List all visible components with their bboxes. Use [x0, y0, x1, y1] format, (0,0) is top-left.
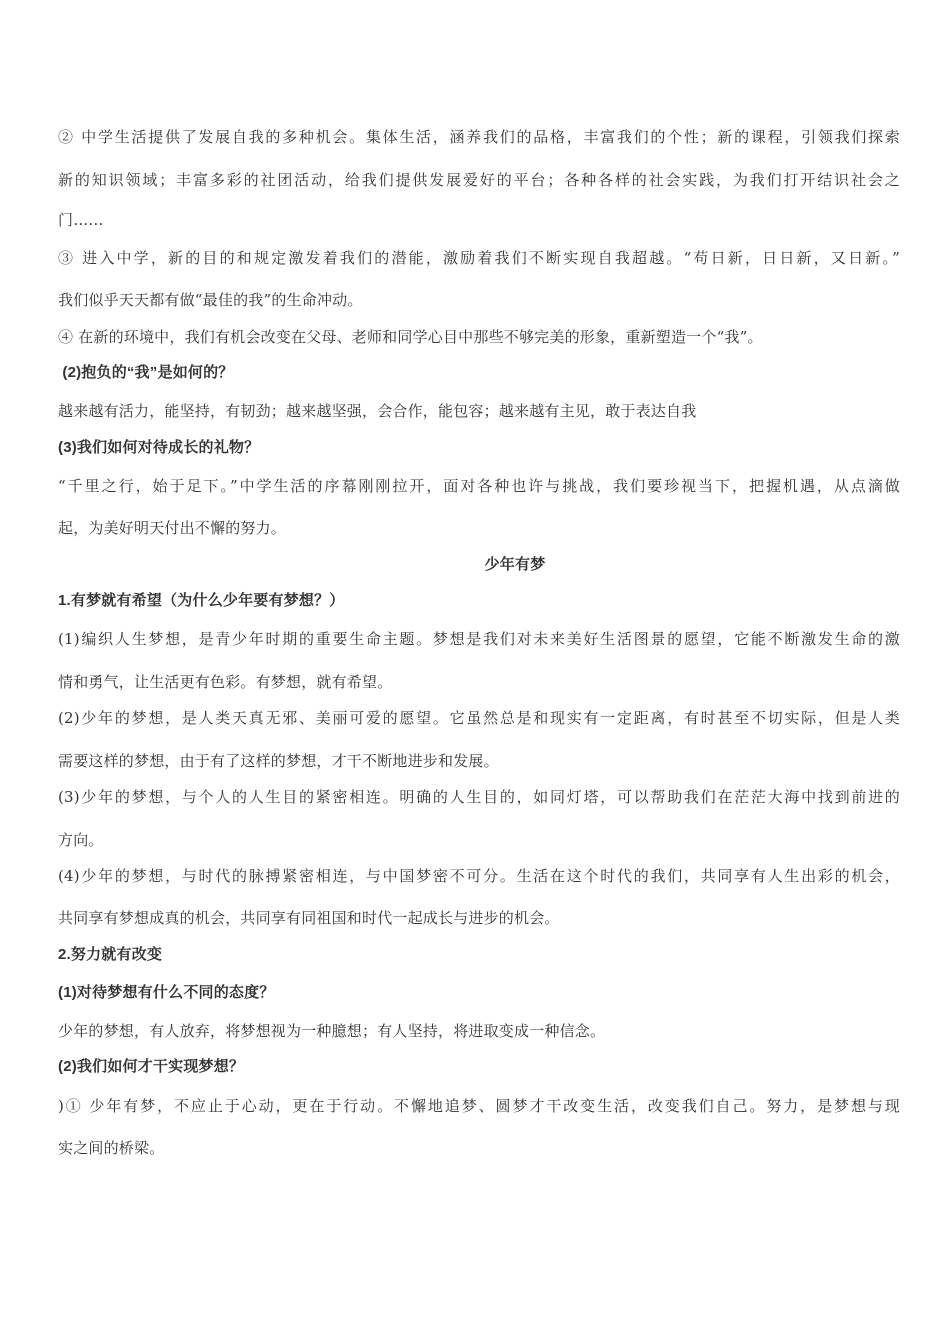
body-text-line: (2)少年的梦想，是人类天真无邪、美丽可爱的愿望。它虽然总是和现实有一定距离，有时甚至不切实际，但是人类	[58, 709, 900, 727]
body-text-line: “千里之行，始于足下。”中学生活的序幕刚刚拉开，面对各种也许与挑战，我们要珍视当下，把握机遇，从点滴做	[58, 477, 900, 495]
body-text-line: 起，为美好明天付出不懈的努力。	[58, 519, 287, 537]
subheading: (2)我们如何才干实现梦想？	[58, 1058, 245, 1075]
body-text-line: (1)编织人生梦想，是青少年时期的重要生命主题。梦想是我们对未来美好生活图景的愿望，它能不断激发生命的激	[58, 630, 900, 648]
body-text-line: 我们似乎天天都有做“最佳的我”的生命冲动。	[58, 291, 363, 309]
body-text-line: 越来越有活力，能坚持，有韧劲；越来越坚强，会合作，能包容；越来越有主见，敢于表达自我	[58, 402, 697, 420]
body-text-line: 新的知识领域；丰富多彩的社团活动，给我们提供发展爱好的平台；各种各样的社会实践，为我们打开结识社会之	[58, 171, 900, 189]
section-title: 少年有梦	[484, 556, 546, 573]
body-text-line: 门……	[58, 211, 104, 229]
subheading: (1)对待梦想有什么不同的态度？	[58, 984, 275, 1001]
body-text-line: 共同享有梦想成真的机会，共同享有同祖国和时代一起成长与进步的机会。	[58, 909, 560, 927]
heading: 2.努力就有改变	[58, 946, 163, 963]
body-text-line: ② 中学生活提供了发展自我的多种机会。集体生活，涵养我们的品格，丰富我们的个性；新的课程，引领我们探索	[58, 128, 900, 146]
body-text-line: (3)少年的梦想，与个人的人生目的紧密相连。明确的人生目的，如同灯塔，可以帮助我们在茫茫大海中找到前进的	[58, 788, 900, 806]
body-text-line: (4)少年的梦想，与时代的脉搏紧密相连，与中国梦密不可分。生活在这个时代的我们，共同享有人生出彩的机会，	[58, 867, 900, 885]
body-text-line: 方向。	[58, 831, 104, 849]
body-text-line: ④ 在新的环境中，我们有机会改变在父母、老师和同学心目中那些不够完美的形象，重新塑造一个“我”。	[58, 328, 763, 346]
heading: 1.有梦就有希望（为什么少年要有梦想？）	[58, 592, 345, 609]
body-text-line: ③ 进入中学，新的目的和规定激发着我们的潜能，激励着我们不断实现自我超越。“苟日新，日日新，又日新。”	[58, 249, 900, 267]
body-text-line: )① 少年有梦，不应止于心动，更在于行动。不懈地追梦、圆梦才干改变生活，改变我们自己。努力，是梦想与现	[58, 1097, 900, 1115]
body-text-line: 需要这样的梦想，由于有了这样的梦想，才干不断地进步和发展。	[58, 752, 499, 770]
subheading: (2)抱负的“我”是如何的？	[58, 364, 234, 381]
body-text-line: 少年的梦想，有人放弃，将梦想视为一种臆想；有人坚持，将进取变成一种信念。	[58, 1022, 606, 1040]
subheading: (3)我们如何对待成长的礼物？	[58, 439, 260, 456]
body-text-line: 情和勇气，让生活更有色彩。有梦想，就有希望。	[58, 673, 393, 691]
body-text-line: 实之间的桥梁。	[58, 1139, 165, 1157]
